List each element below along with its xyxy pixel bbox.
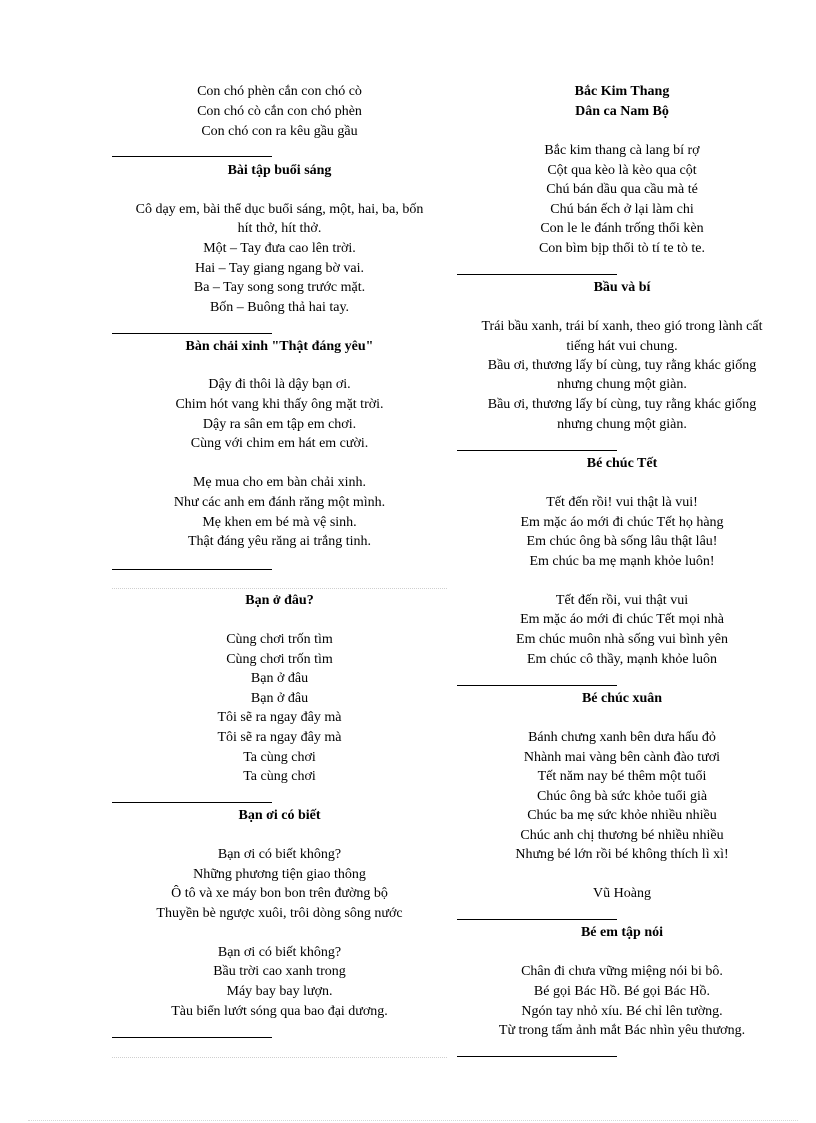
poem-line: Chân đi chưa vững miệng nói bi bô. (521, 964, 723, 979)
section-divider (457, 919, 617, 920)
poem-line: Em chúc ông bà sống lâu thật lâu! (526, 534, 718, 549)
poem-line: nhưng chung một giàn. (557, 377, 687, 392)
poem-line: Con bìm bịp thổi tò tí te tò te. (538, 241, 706, 256)
author-name: Vũ Hoàng (593, 886, 651, 901)
poem-line: Cùng với chim em hát em cười. (190, 436, 369, 451)
poem-line: Con chó con ra kêu gầu gầu (201, 124, 358, 139)
song-title: Bàn chải xinh "Thật đáng yêu" (185, 339, 374, 354)
song-title: Bé chúc Tết (586, 456, 658, 471)
poem-line: Cùng chơi trốn tìm (226, 632, 333, 647)
section-divider (112, 569, 272, 570)
poem-line: hít thở, hít thở. (237, 221, 322, 236)
poem-line: Ba – Tay song song trước mặt. (193, 280, 366, 295)
poem-line: Em chúc muôn nhà sống vui bình yên (516, 632, 728, 647)
poem-line: Ta cùng chơi (243, 769, 316, 784)
section-divider (112, 1037, 272, 1038)
poem-line: Dậy đi thôi là dậy bạn ơi. (208, 377, 351, 392)
poem-line: Ngón tay nhỏ xíu. Bé chỉ lên tường. (521, 1004, 723, 1019)
poem-line: Bắc kim thang cà lang bí rợ (544, 143, 700, 158)
poem-line: Thuyền bè ngược xuôi, trôi dòng sông nước (156, 906, 403, 921)
poem-line: Tôi sẽ ra ngay đây mà (217, 710, 342, 725)
page-footer-dots (28, 1120, 798, 1121)
section-divider (457, 685, 617, 686)
poem-line: Bạn ở đâu (250, 671, 309, 686)
section-divider (457, 450, 617, 451)
poem-line: Tết năm nay bé thêm một tuổi (537, 769, 707, 784)
section-divider (457, 1056, 617, 1057)
song-title: Bài tập buổi sáng (227, 163, 332, 178)
page-break-dots (112, 1057, 447, 1058)
poem-line: Tàu biển lướt sóng qua bao đại dương. (171, 1004, 388, 1019)
song-title: Bạn ở đâu? (245, 593, 314, 608)
poem-line: Dậy ra sân em tập em chơi. (202, 417, 357, 432)
poem-line: Thật đáng yêu răng ai trắng tinh. (187, 534, 372, 549)
poem-line: Bạn ơi có biết không? (217, 847, 342, 862)
poem-line: Con le le đánh trống thổi kèn (540, 221, 704, 236)
song-title: Bạn ơi có biết (238, 808, 321, 823)
poem-line: Con chó cò cắn con chó phèn (197, 104, 362, 119)
poem-line: Em mặc áo mới đi chúc Tết họ hàng (520, 515, 724, 530)
poem-line: Mẹ khen em bé mà vệ sinh. (202, 515, 357, 530)
song-title: Bầu và bí (593, 280, 651, 295)
poem-line: Cô dạy em, bài thể dục buổi sáng, một, hai, ba, bốn (135, 202, 424, 217)
section-divider (112, 156, 272, 157)
poem-line: Tôi sẽ ra ngay đây mà (217, 730, 342, 745)
poem-line: Chúc ba mẹ sức khỏe nhiều nhiều (527, 808, 717, 823)
song-title: Bắc Kim Thang (574, 84, 670, 99)
poem-line: Tết đến rồi! vui thật là vui! (546, 495, 698, 510)
poem-line: Bầu trời cao xanh trong (213, 964, 346, 979)
section-divider (457, 274, 617, 275)
poem-line: Em mặc áo mới đi chúc Tết mọi nhà (520, 612, 724, 627)
poem-line: Chúc anh chị thương bé nhiều nhiều (520, 828, 724, 843)
poem-line: nhưng chung một giàn. (557, 417, 687, 432)
poem-line: Bầu ơi, thương lấy bí cùng, tuy rằng khác giống (487, 358, 757, 373)
poem-line: Ta cùng chơi (243, 750, 316, 765)
poem-line: Em chúc cô thầy, mạnh khỏe luôn (527, 652, 717, 667)
poem-line: Chúc ông bà sức khỏe tuổi già (536, 789, 708, 804)
poem-line: Em chúc ba mẹ mạnh khỏe luôn! (529, 554, 715, 569)
poem-line: Chú bán ếch ở lại làm chi (550, 202, 694, 217)
poem-line: Chim hót vang khi thấy ông mặt trời. (175, 397, 384, 412)
song-title: Bé chúc xuân (581, 691, 663, 706)
poem-line: Mẹ mua cho em bàn chải xinh. (192, 475, 366, 490)
poem-line: Nhành mai vàng bên cành đào tươi (523, 750, 721, 765)
poem-line: tiếng hát vui chung. (566, 339, 678, 354)
poem-line: Máy bay bay lượn. (226, 984, 333, 999)
section-divider (112, 333, 272, 334)
poem-line: Một – Tay đưa cao lên trời. (203, 241, 356, 256)
poem-line: Hai – Tay giang ngang bờ vai. (194, 261, 365, 276)
poem-line: Con chó phèn cắn con chó cò (197, 84, 362, 99)
poem-line: Như các anh em đánh răng một mình. (173, 495, 386, 510)
poem-line: Nhưng bé lớn rồi bé không thích lì xì! (515, 847, 729, 862)
poem-line: Cùng chơi trốn tìm (226, 652, 333, 667)
section-divider (112, 802, 272, 803)
poem-line: Trái bầu xanh, trái bí xanh, theo gió trong lành cất (481, 319, 763, 334)
poem-line: Bốn – Buông thả hai tay. (209, 300, 350, 315)
poem-line: Chú bán dầu qua cầu mà té (546, 182, 698, 197)
page-break-dots (112, 588, 447, 589)
poem-line: Bé gọi Bác Hồ. Bé gọi Bác Hồ. (533, 984, 711, 999)
song-subtitle: Dân ca Nam Bộ (575, 104, 669, 119)
poem-line: Những phương tiện giao thông (193, 867, 366, 882)
poem-line: Bạn ở đâu (250, 691, 309, 706)
song-title: Bé em tập nói (580, 925, 664, 940)
poem-line: Tết đến rồi, vui thật vui (555, 593, 689, 608)
poem-line: Ô tô và xe máy bon bon trên đường bộ (171, 886, 388, 901)
poem-line: Bầu ơi, thương lấy bí cùng, tuy rằng khác giống (487, 397, 757, 412)
poem-line: Bạn ơi có biết không? (217, 945, 342, 960)
poem-line: Bánh chưng xanh bên dưa hấu đỏ (528, 730, 716, 745)
poem-line: Cột qua kèo là kèo qua cột (547, 163, 697, 178)
poem-line: Từ trong tấm ảnh mắt Bác nhìn yêu thương. (498, 1023, 746, 1038)
